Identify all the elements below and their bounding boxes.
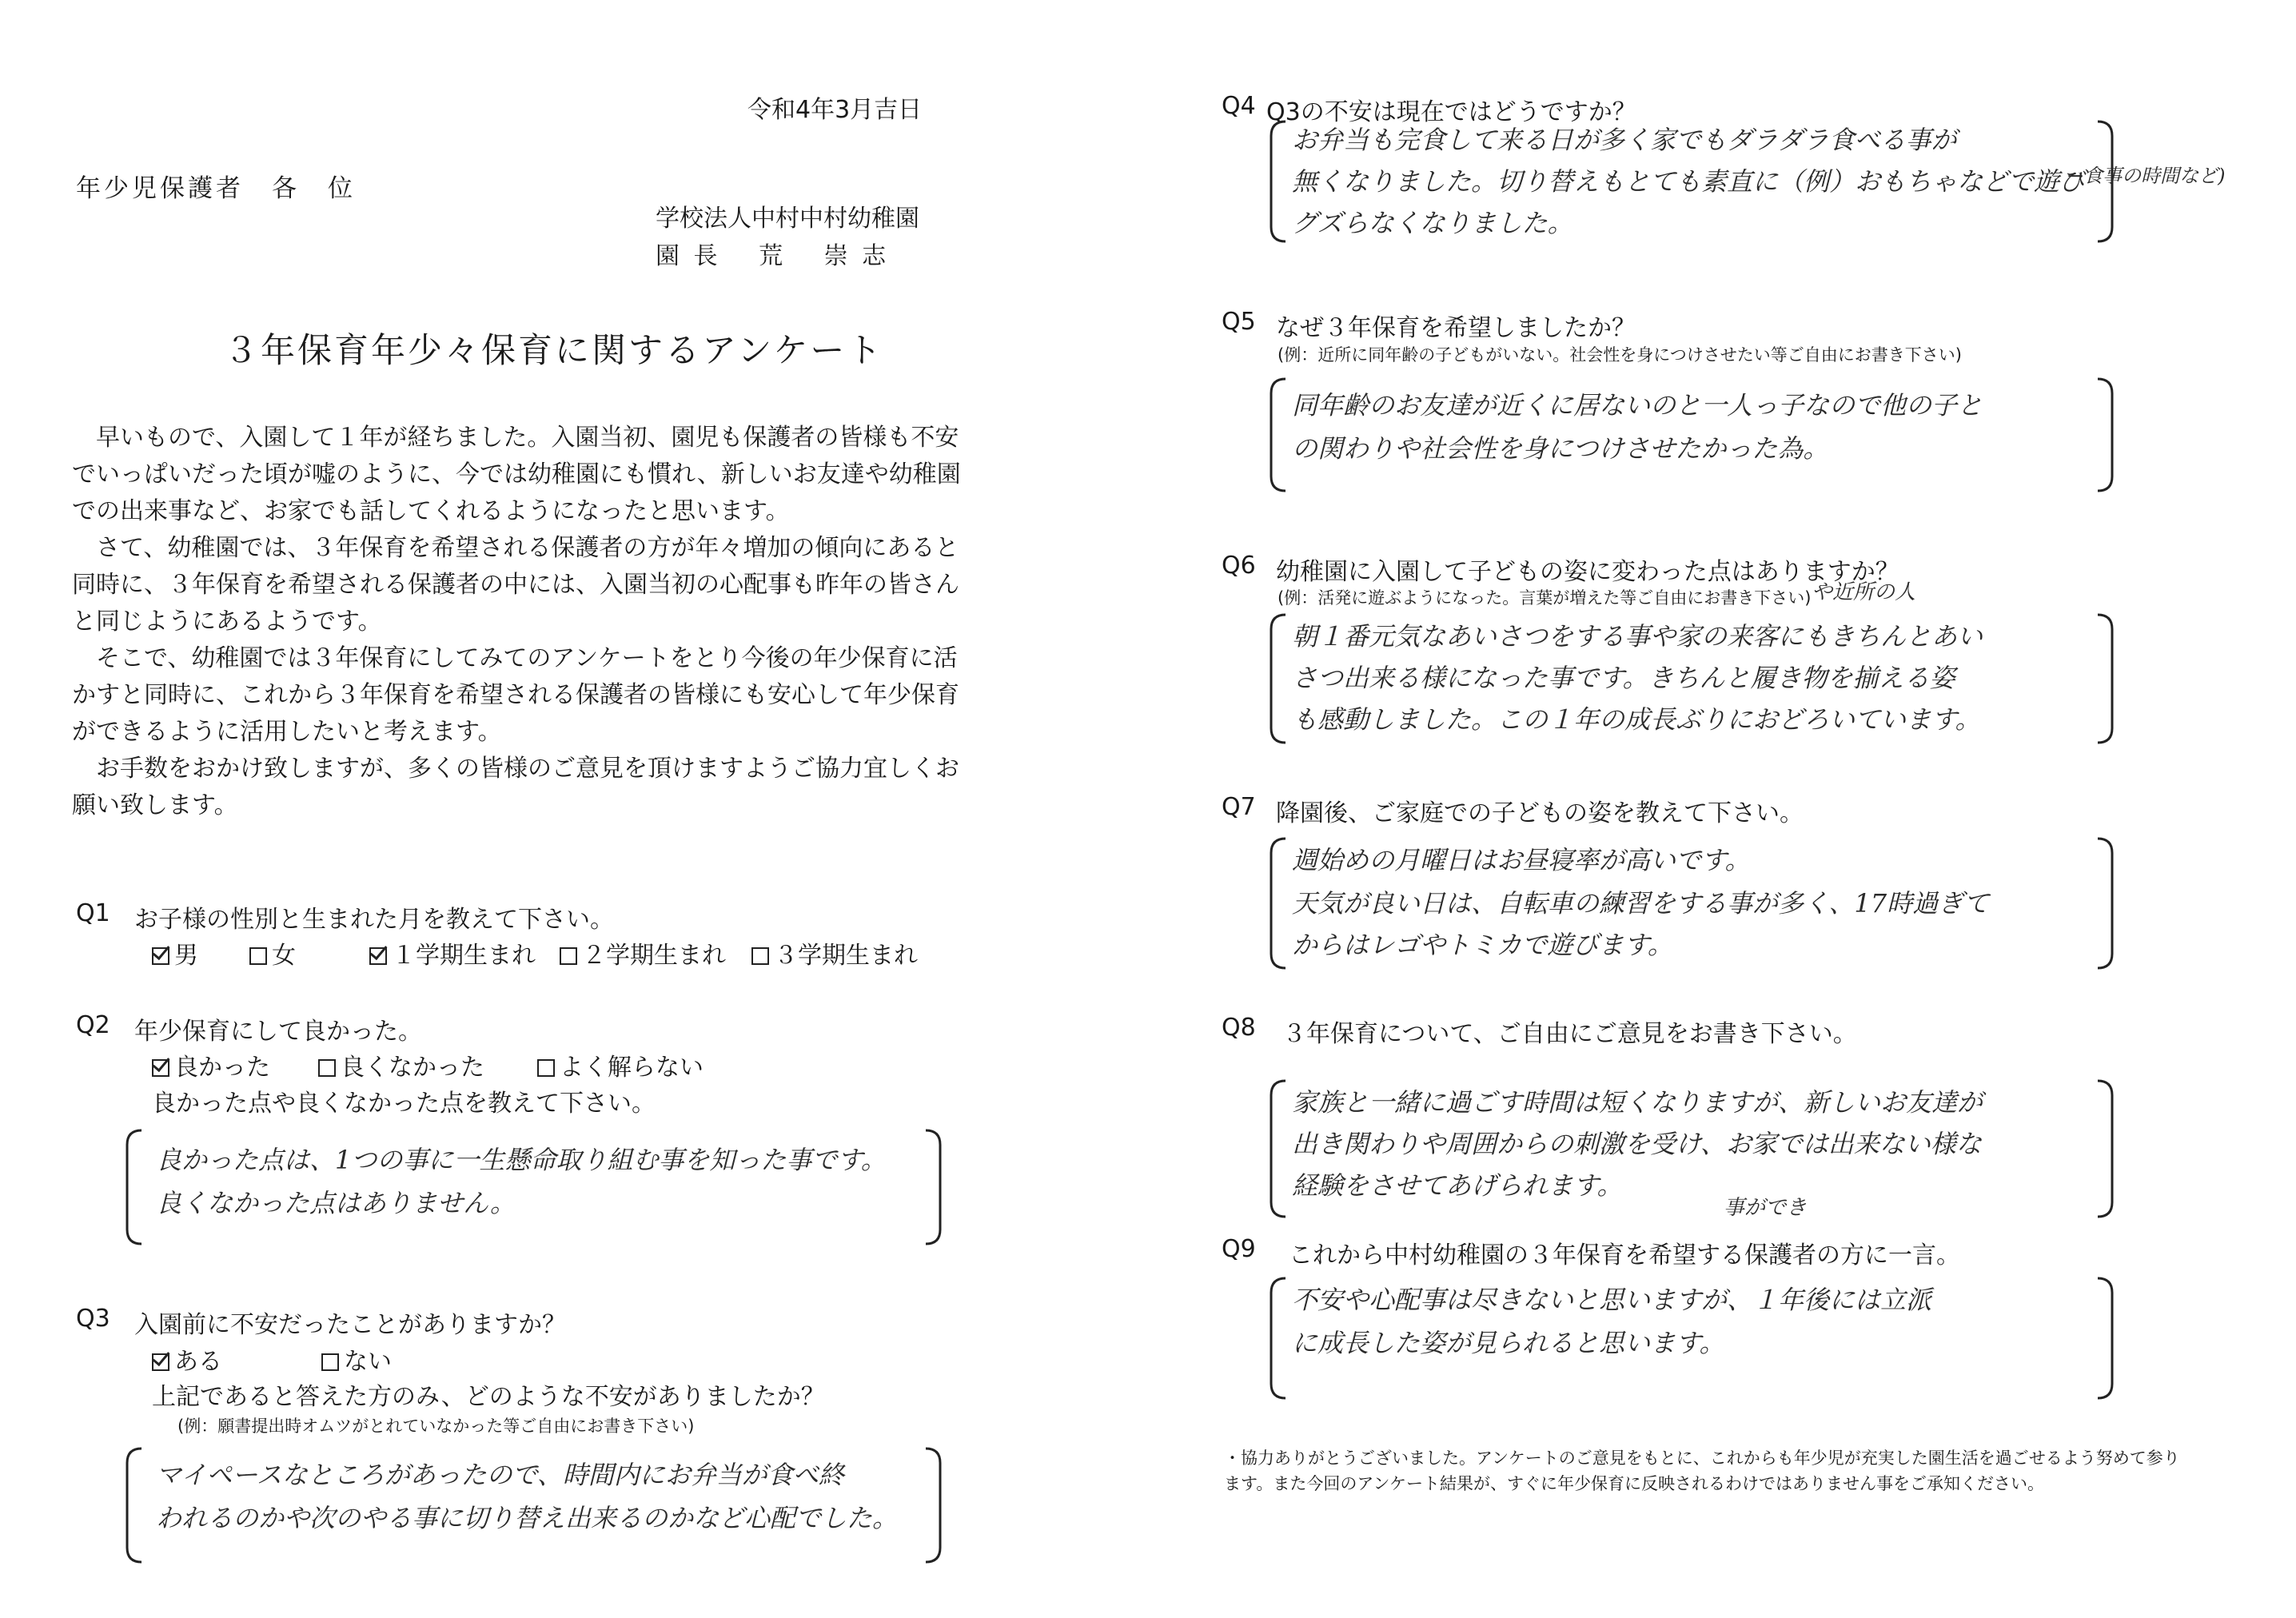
q9-question: これから中村幼稚園の３年保育を希望する保護者の方に一言。 xyxy=(1289,1241,1960,1269)
footer-note xyxy=(1224,1445,2180,1496)
q1-option-female[interactable] xyxy=(249,935,296,970)
q6-insert-note: や近所の人 xyxy=(1812,580,1916,604)
q8-answer-box[interactable] xyxy=(1268,1078,2115,1220)
q5-label: Q5 xyxy=(1222,308,1256,336)
survey-page-right xyxy=(1148,0,2296,1618)
q1-option-male[interactable] xyxy=(152,935,198,970)
q3-answer-box[interactable] xyxy=(124,1445,943,1565)
q3-label: Q3 xyxy=(76,1305,110,1333)
q8-label: Q8 xyxy=(1222,1014,1256,1042)
q7-label: Q7 xyxy=(1222,793,1256,821)
option-label: １学期生まれ xyxy=(392,942,536,970)
q6-answer-line: 朝１番元気なあいさつをする事や家の来客にもきちんとあい xyxy=(1292,621,1983,652)
q7-question: 降園後、ご家庭での子どもの姿を教えて下さい。 xyxy=(1276,799,1804,827)
q9-answer-line: に成長した姿が見られると思います。 xyxy=(1292,1328,1725,1358)
q6-answer-line: も感動しました。この１年の成長ぶりにおどろいています。 xyxy=(1292,704,1981,735)
q8-answer-line: 出き関わりや周囲からの刺激を受け、お家では出来ない様な xyxy=(1292,1129,1982,1159)
q2-answer-line: 良かった点は、1つの事に一生懸命取り組む事を知った事です。 xyxy=(156,1145,887,1175)
option-label: ３学期生まれ xyxy=(774,942,918,970)
q1-label: Q1 xyxy=(76,899,110,927)
q3-option-no[interactable] xyxy=(321,1341,392,1377)
checkbox-icon xyxy=(537,1059,555,1077)
q5-answer-line: 同年齢のお友達が近くに居ないのと一人っ子なので他の子と xyxy=(1292,390,1983,420)
intro-paragraph: お手数をおかけ致しますが、多くの皆様のご意見を頂けますようご協力宜しくお願い致します。 xyxy=(72,755,959,819)
intro-paragraph: そこで、幼稚園では３年保育にしてみてのアンケートをとり今後の年少保育に活かすと同時に、これから３年保育を希望される保護者の皆様にも安心して年少保育ができるように活用したいと考えます。 xyxy=(72,644,959,746)
q3-question: 入園前に不安だったことがありますか？ xyxy=(134,1311,566,1339)
q4-label: Q4 xyxy=(1222,92,1256,120)
checkbox-checked-icon xyxy=(152,1353,169,1371)
option-label: 男 xyxy=(174,942,198,970)
option-label: よく解らない xyxy=(560,1054,704,1082)
q5-question: なぜ３年保育を希望しましたか？ xyxy=(1276,314,1636,342)
q3-answer-line: マイペースなところがあったので、時間内にお弁当が食べ終 xyxy=(156,1460,844,1490)
q6-answer-line: さつ出来る様になった事です。きちんと履き物を揃える姿 xyxy=(1292,663,1955,693)
principal-name: 園 長 荒 崇 志 xyxy=(656,242,890,270)
checkbox-icon xyxy=(318,1059,336,1077)
q5-hint: (例：近所に同年齢の子どもがいない。社会性を身につけさせたい等ご自由にお書き下さい) xyxy=(1278,345,1962,365)
option-label: ２学期生まれ xyxy=(582,942,726,970)
option-label: 良かった xyxy=(174,1054,270,1082)
checkbox-checked-icon xyxy=(152,947,169,965)
q2-option-good[interactable] xyxy=(152,1047,270,1082)
option-label: ない xyxy=(344,1348,392,1376)
q4-question: Q3の不安は現在ではどうですか？ xyxy=(1266,98,1636,126)
checkbox-icon xyxy=(560,947,577,965)
q5-answer-box[interactable] xyxy=(1268,376,2115,494)
q9-label: Q9 xyxy=(1222,1235,1256,1263)
q3-subquestion: 上記であると答えた方のみ、どのような不安がありましたか？ xyxy=(152,1383,825,1411)
q1-option-term2[interactable] xyxy=(560,935,726,970)
q8-answer-line: 経験をさせてあげられます。 xyxy=(1292,1170,1623,1201)
q4-answer-box[interactable] xyxy=(1268,118,2115,245)
intro-paragraph: 早いもので、入園して１年が経ちました。入園当初、園児も保護者の皆様も不安でいっぱいだった頃が嘘のように、今では幼稚園にも慣れ、新しいお友達や幼稚園での出来事など、お家でも話してくれるようになったと思います。 xyxy=(72,424,961,525)
q8-answer-line: 家族と一緒に過ごす時間は短くなりますが、新しいお友達が xyxy=(1292,1087,1983,1118)
q7-answer-line: からはレゴやトミカで遊びます。 xyxy=(1292,930,1673,960)
checkbox-icon xyxy=(321,1353,339,1371)
q4-answer-line: グズらなくなりました。 xyxy=(1292,208,1573,238)
option-label: ある xyxy=(174,1348,222,1376)
q9-answer-box[interactable] xyxy=(1268,1275,2115,1401)
q2-option-unsure[interactable] xyxy=(537,1047,704,1082)
footer-note-line: ます。また今回のアンケート結果が、すぐに年少保育に反映されるわけではありません事をご承知ください。 xyxy=(1224,1474,2045,1493)
q1-option-term3[interactable] xyxy=(751,935,918,970)
q6-answer-box[interactable] xyxy=(1268,612,2115,746)
q2-label: Q2 xyxy=(76,1011,110,1039)
q2-answer-box[interactable] xyxy=(124,1127,943,1247)
q7-answer-line: 天気が良い日は、自転車の練習をする事が多く、17時過ぎて xyxy=(1292,888,1990,919)
q2-answer-line: 良くなかった点はありません。 xyxy=(156,1188,516,1218)
recipient-line: 年少児保護者 各 位 xyxy=(76,174,356,203)
q3-option-yes[interactable] xyxy=(152,1341,222,1377)
q4-answer-line: お弁当も完食して来る日が多く家でもダラダラ食べる事が xyxy=(1292,125,1957,155)
q6-label: Q6 xyxy=(1222,552,1256,580)
q7-answer-box[interactable] xyxy=(1268,835,2115,971)
intro-text xyxy=(72,420,975,824)
q1-question: お子様の性別と生まれた月を教えて下さい。 xyxy=(134,906,614,934)
survey-title: ３年保育年少々保育に関するアンケート xyxy=(224,331,884,371)
checkbox-checked-icon xyxy=(152,1059,169,1077)
q5-answer-line: の関わりや社会性を身につけさせたかった為。 xyxy=(1292,433,1829,464)
q8-insert-note: 事ができ xyxy=(1724,1196,1808,1220)
checkbox-icon xyxy=(751,947,769,965)
q1-option-term1[interactable] xyxy=(369,935,536,970)
footer-note-line: ・協力ありがとうございました。アンケートのご意見をもとに、これからも年少児が充実した園生活を過ごせるよう努めて参り xyxy=(1224,1449,2180,1468)
q8-question: ３年保育について、ご自由にご意見をお書き下さい。 xyxy=(1282,1020,1857,1048)
q2-option-bad[interactable] xyxy=(318,1047,484,1082)
school-name: 学校法人中村中村幼稚園 xyxy=(656,205,919,233)
q7-answer-line: 週始めの月曜日はお昼寝率が高いです。 xyxy=(1292,845,1751,875)
checkbox-icon xyxy=(249,947,267,965)
q4-margin-note: →食事の時間など) xyxy=(2067,165,2226,187)
intro-paragraph: さて、幼稚園では、３年保育を希望される保護者の方が年々増加の傾向にあると同時に、３年保育を希望される保護者の中には、入園当初の心配事も昨年の皆さんと同じようにあるようです。 xyxy=(72,534,959,636)
q6-question: 幼稚園に入園して子どもの姿に変わった点はありますか？ xyxy=(1276,558,1899,586)
q2-subquestion: 良かった点や良くなかった点を教えて下さい。 xyxy=(152,1090,656,1118)
option-label: 良くなかった xyxy=(341,1054,484,1082)
document-date: 令和4年3月吉日 xyxy=(747,96,923,124)
q3-hint: (例：願書提出時オムツがとれていなかった等ご自由にお書き下さい) xyxy=(177,1417,695,1436)
q3-answer-line: われるのかや次のやる事に切り替え出来るのかなど心配でした。 xyxy=(156,1503,899,1533)
option-label: 女 xyxy=(272,942,296,970)
q6-hint: (例：活発に遊ぶようになった。言葉が増えた等ご自由にお書き下さい) xyxy=(1278,588,1812,608)
q2-question: 年少保育にして良かった。 xyxy=(134,1018,422,1046)
q4-answer-line: 無くなりました。切り替えもとても素直に（例）おもちゃなどで遊び xyxy=(1292,166,2086,197)
q9-answer-line: 不安や心配事は尽きないと思いますが、１年後には立派 xyxy=(1292,1285,1932,1315)
checkbox-checked-icon xyxy=(369,947,387,965)
